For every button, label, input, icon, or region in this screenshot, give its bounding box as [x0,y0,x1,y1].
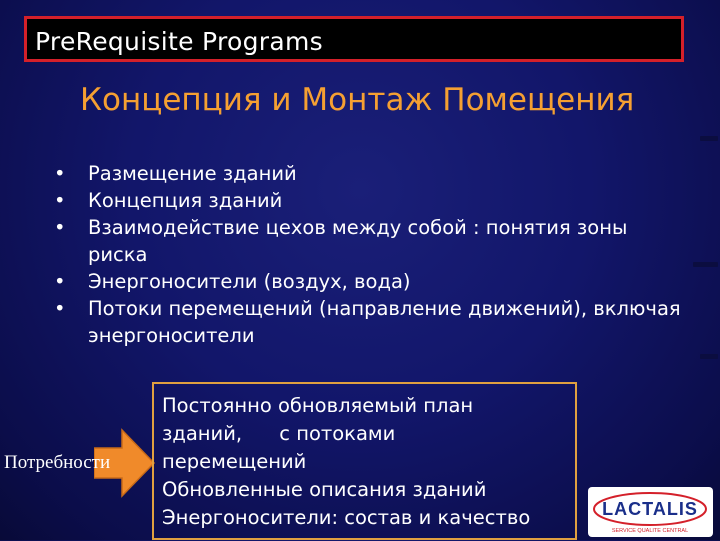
bullet-icon: • [54,189,66,212]
page-title: PreRequisite Programs [35,27,323,56]
bullet-icon: • [54,297,66,320]
slide-subtitle: Концепция и Монтаж Помещения [80,82,635,118]
bullet-icon: • [54,216,66,239]
result-line: зданий, с потоками [162,422,396,445]
logo-brand: LACTALIS [602,499,698,519]
list-item-text: Энергоносители (воздух, вода) [88,270,411,293]
needs-label: Потребности [4,452,111,473]
list-item-text: Взаимодействие цехов между собой : понятия зоны риска [88,216,628,266]
list-item [52,268,692,295]
list-item [52,295,688,349]
result-line: Энергоносители: состав и качество [162,506,531,529]
bullet-icon: • [54,162,66,185]
logo-tagline: SERVICE QUALITE CENTRAL [611,528,689,534]
decor-dash [700,136,718,141]
list-item-text: Размещение зданий [88,162,297,185]
list-item [52,187,692,214]
result-box [152,382,577,540]
bullet-icon: • [54,270,66,293]
decor-dash [700,354,718,359]
decor-dash [693,262,718,267]
header-banner [24,16,684,62]
result-line: перемещений [162,450,307,473]
logo-graphic [588,487,713,537]
bullet-list [52,160,692,349]
list-item-text: Концепция зданий [88,189,283,212]
list-item [52,214,648,268]
result-line: Постоянно обновляемый план [162,394,474,417]
list-item [52,160,692,187]
result-line: Обновленные описания зданий [162,478,487,501]
list-item-text: Потоки перемещений (направление движений), включая энергоносители [88,297,681,347]
lactalis-logo [588,487,713,537]
